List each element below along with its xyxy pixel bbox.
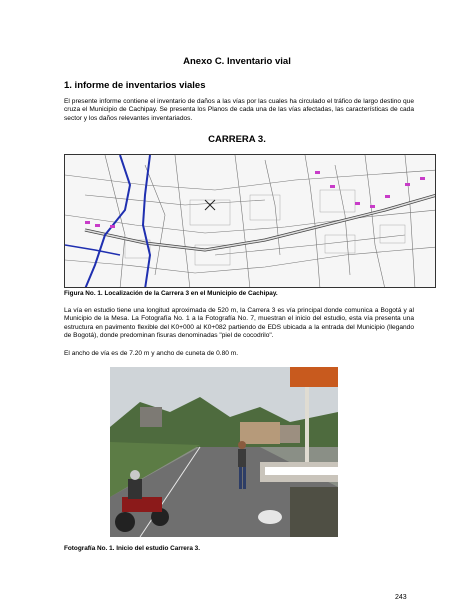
road-photo bbox=[110, 367, 338, 537]
intro-paragraph: El presente informe contiene el inventario de daños a las vías por las cuales ha circulado el tráfico de largo destino que cruza el Municipio de Cachipay. Se presenta los Planos de cada una de las vías afectadas, las características de cada sector y los daños relevantes inventariados. bbox=[64, 98, 414, 122]
page-number: 243 bbox=[395, 594, 407, 601]
road-width-line: El ancho de vía es de 7.20 m y ancho de cuneta de 0.80 m. bbox=[64, 350, 239, 357]
subsection-heading: CARRERA 3. bbox=[208, 134, 266, 145]
section-heading: 1. informe de inventarios viales bbox=[64, 80, 206, 91]
map-drawing bbox=[65, 155, 436, 288]
photo-caption: Fotografía No. 1. Inicio del estudio Carrera 3. bbox=[64, 545, 201, 552]
body-paragraph: La vía en estudio tiene una longitud aproximada de 520 m, la Carrera 3 es vía principal donde comunica a Bogotá y al Municipio de la Mesa. La Fotografía No. 1 a la Fotografía No. 7, muestran el inicio del estudio, esta vía presenta una estructura en pavimento flexible del K0+000 al K0+082 partiendo de EDS ubicada a la entrada del Municipio (llegando de Bogotá), donde predominan fisuras denominadas "piel de cocodrilo". bbox=[64, 307, 414, 340]
photo-illustration bbox=[110, 367, 338, 537]
location-map-figure bbox=[64, 154, 436, 288]
annex-title: Anexo C. Inventario vial bbox=[183, 56, 291, 67]
figure-caption: Figura No. 1. Localización de la Carrera 3 en el Municipio de Cachipay. bbox=[64, 290, 278, 297]
